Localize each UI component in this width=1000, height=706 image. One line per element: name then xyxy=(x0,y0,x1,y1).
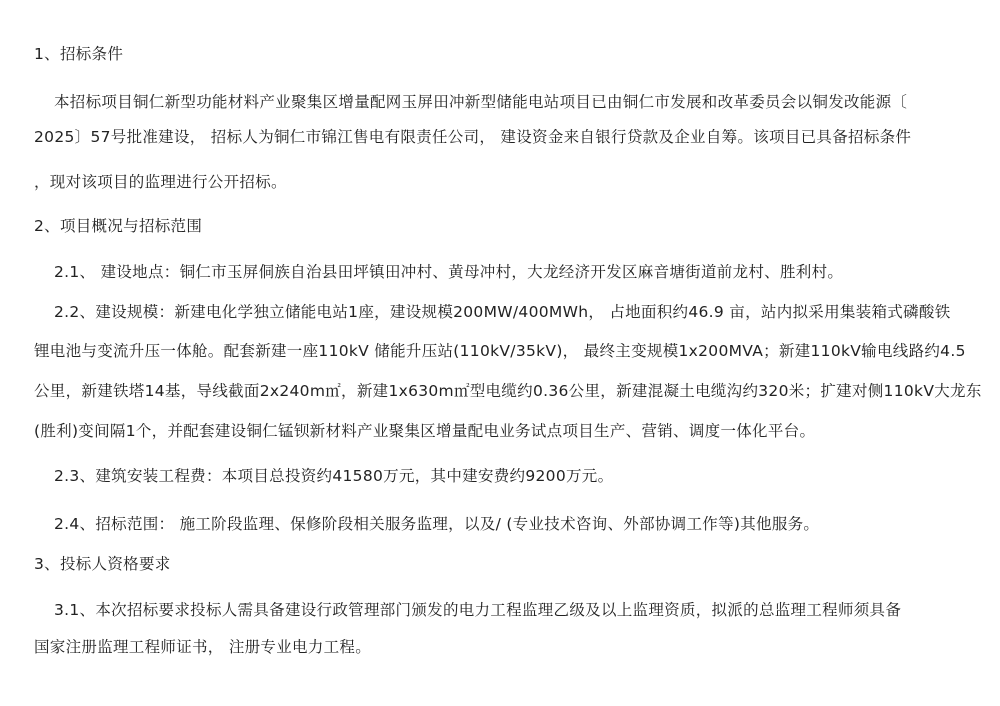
paragraph-line: 2025〕57号批准建设， 招标人为铜仁市锦江售电有限责任公司， 建设资金来自银行贷款及企业自筹。该项目已具备招标条件 xyxy=(34,128,912,146)
paragraph-line: (胜利)变间隔1个，并配套建设铜仁锰钡新材料产业聚集区增量配电业务试点项目生产、营销、调度一体化平台。 xyxy=(34,422,816,440)
paragraph-line: ，现对该项目的监理进行公开招标。 xyxy=(34,173,287,191)
paragraph-line: 2.3、建筑安装工程费：本项目总投资约41580万元，其中建安费约9200万元。 xyxy=(54,467,614,485)
section-heading: 1、招标条件 xyxy=(34,45,124,63)
section-heading: 2、项目概况与招标范围 xyxy=(34,217,203,235)
paragraph-line: 锂电池与变流升压一体舱。配套新建一座110kV 储能升压站(110kV/35kV)， 最终主变规模1x200MVA；新建110kV输电线路约4.5 xyxy=(34,342,966,360)
paragraph-line: 2.4、招标范围： 施工阶段监理、保修阶段相关服务监理，以及/ (专业技术咨询、外部协调工作等)其他服务。 xyxy=(54,515,820,533)
paragraph-line: 2.1、 建设地点：铜仁市玉屏侗族自治县田坪镇田冲村、黄母冲村，大龙经济开发区麻音塘街道前龙村、胜利村。 xyxy=(54,263,844,281)
section-heading: 3、投标人资格要求 xyxy=(34,555,171,573)
paragraph-line: 3.1、本次招标要求投标人需具备建设行政管理部门颁发的电力工程监理乙级及以上监理资质，拟派的总监理工程师须具备 xyxy=(54,601,902,619)
paragraph-line: 2.2、建设规模：新建电化学独立储能电站1座，建设规模200MW/400MWh， 占地面积约46.9 亩，站内拟采用集装箱式磷酸铁 xyxy=(54,303,951,321)
paragraph-line: 公里，新建铁塔14基，导线截面2x240m㎡，新建1x630m㎡型电缆约0.36公里，新建混凝土电缆沟约320米；扩建对侧110kV大龙东 xyxy=(34,382,982,400)
paragraph-line: 国家注册监理工程师证书， 注册专业电力工程。 xyxy=(34,638,372,656)
paragraph-line: 本招标项目铜仁新型功能材料产业聚集区增量配网玉屏田冲新型储能电站项目已由铜仁市发展和改革委员会以铜发改能源〔 xyxy=(54,93,908,111)
